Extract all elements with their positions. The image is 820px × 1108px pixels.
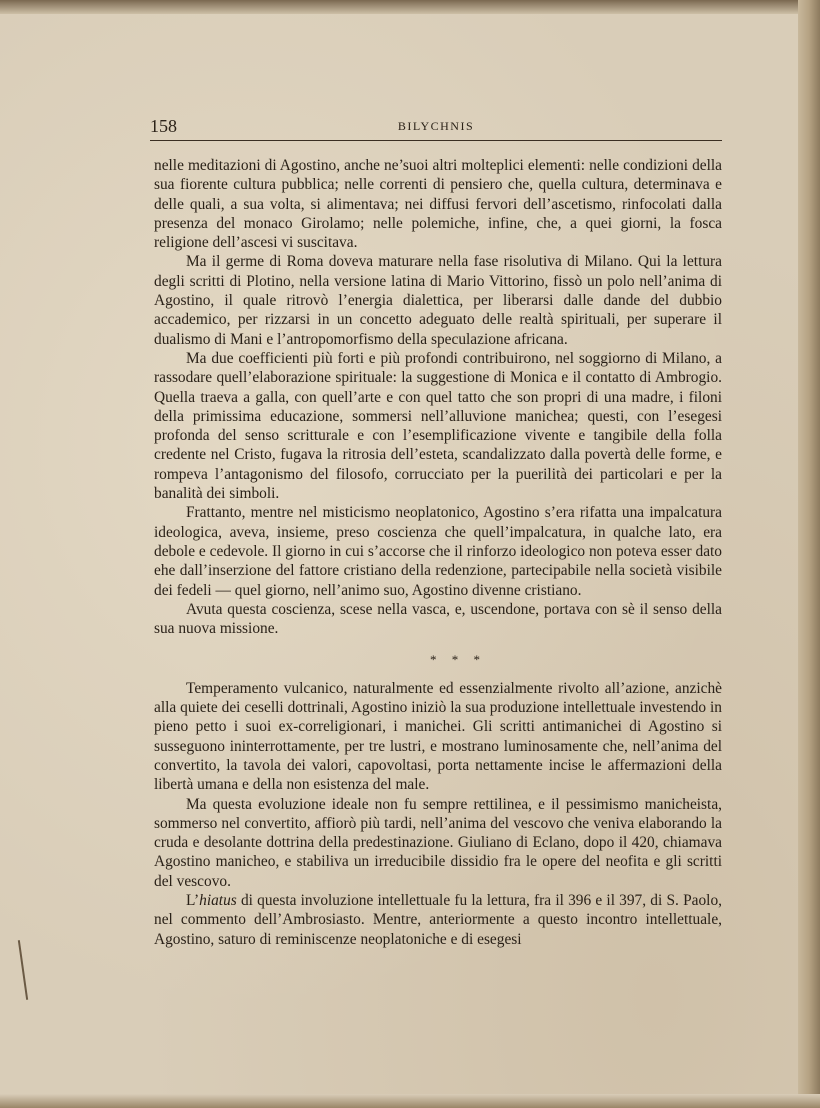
paper-tear-mark — [18, 940, 28, 1000]
paragraph: Ma due coefficienti più forti e più profondi contribuirono, nel soggiorno di Milano, a rassodare quell’elaborazione spirituale: la suggestione di Monica e il contatto di Ambrogio. Quella traeva a galla, con quell’arte e con quel tatto che son propri di una madre, i filoni della primissima educazione, sommersi nell’alluvione manichea; questi, con l’esegesi profonda del senso scritturale e con l’esemplificazione vivente e tangibile della folla credente nel Cristo, fugava la ritrosia dell’esteta, scandalizzato dalla povertà delle forme, e rompeva l’antagonismo del filosofo, corrucciato per la puerilità dei particolari e per la banalità dei simboli. — [154, 349, 722, 503]
italic-term: hiatus — [199, 891, 237, 909]
body-text — [154, 156, 722, 949]
running-head: BILYCHNIS — [397, 119, 475, 133]
paragraph: Avuta questa coscienza, scese nella vasca, e, uscendone, portava con sè il senso della sua nuova missione. — [154, 600, 722, 638]
header-rule — [150, 140, 722, 141]
page-bottom-edge — [0, 1094, 820, 1108]
page-header — [150, 116, 722, 140]
page-right-edge — [798, 0, 820, 1108]
page-number: 158 — [150, 116, 177, 136]
paragraph: Ma il germe di Roma doveva maturare nella fase risolutiva di Milano. Qui la lettura degli scritti di Plotino, nella versione latina di Mario Vittorino, fissò un polo nell’anima di Agostino, il quale ritrovò l’energia dialettica, per liberarsi dalle dande del dubbio accademico, per rizzarsi in un concetto adeguato delle realtà spirituali, per superare il dualismo di Mani e l’antropomorfismo della speculazione africana. — [154, 253, 722, 348]
paragraph-rest: di questa involuzione intellettuale fu la lettura, fra il 396 e il 397, di S. Paolo, nel commento dell’Ambrosiasto. Mentre, anteriormente a questo incontro intellettuale, Agostino, saturo di reminiscenze neoplatoniche e di esegesi — [154, 891, 722, 948]
page-top-edge — [0, 0, 820, 14]
paragraph: nelle meditazioni di Agostino, anche ne’suoi altri molteplici elementi: nelle condizioni della sua fiorente cultura pubblica; nelle correnti di pensiero che, quella cultura, determinava e delle quali, a sua volta, si alimentava; nei diffusi fervori dell’ascetismo, rinfocolati dalla presenza del monaco Girolamo; nelle polemiche, infine, che, a quei giorni, la fosca religione dell’ascesi vi suscitava. — [154, 157, 722, 252]
section-separator: * * * — [430, 652, 486, 668]
paragraph: Ma questa evoluzione ideale non fu sempre rettilinea, e il pessimismo manicheista, sommerso nel convertito, affiorò più tardi, nell’anima del vescovo che veniva elaborando la cruda e desolante dottrina della predestinazione. Giuliano di Eclano, dopo il 420, chiamava Agostino manicheo, e stabiliva un irreducibile dissidio fra le opere del neofita e gli scritti del vescovo. — [154, 795, 722, 890]
paragraph — [154, 891, 722, 949]
paragraph: Temperamento vulcanico, naturalmente ed essenzialmente rivolto all’azione, anzichè alla quiete dei ceselli dottrinali, Agostino iniziò la sua produzione intellettuale investendo in pieno petto i suoi ex-correligionari, i manichei. Gli scritti antimanichei di Agostino si susseguono ininterrottamente, per tre lustri, e mostrano luminosamente che, nell’anima del convertito, la tavola dei valori, capovoltasi, porta nettamente incise le affermazioni della libertà umana e della non esistenza del male. — [154, 679, 722, 794]
paragraph: Frattanto, mentre nel misticismo neoplatonico, Agostino s’era rifatta una impalcatura ideologica, aveva, insieme, preso coscienza che quell’impalcatura, in qualche lato, era debole e cedevole. Il giorno in cui s’accorse che il rinforzo ideologico non poteva esser dato ehe dall’inserzione del fattore cristiano della redenzione, partecipabile nella società visibile dei fedeli — quel giorno, nell’animo suo, Agostino divenne cristiano. — [154, 504, 722, 599]
paragraph-prefix: L’ — [186, 891, 200, 909]
